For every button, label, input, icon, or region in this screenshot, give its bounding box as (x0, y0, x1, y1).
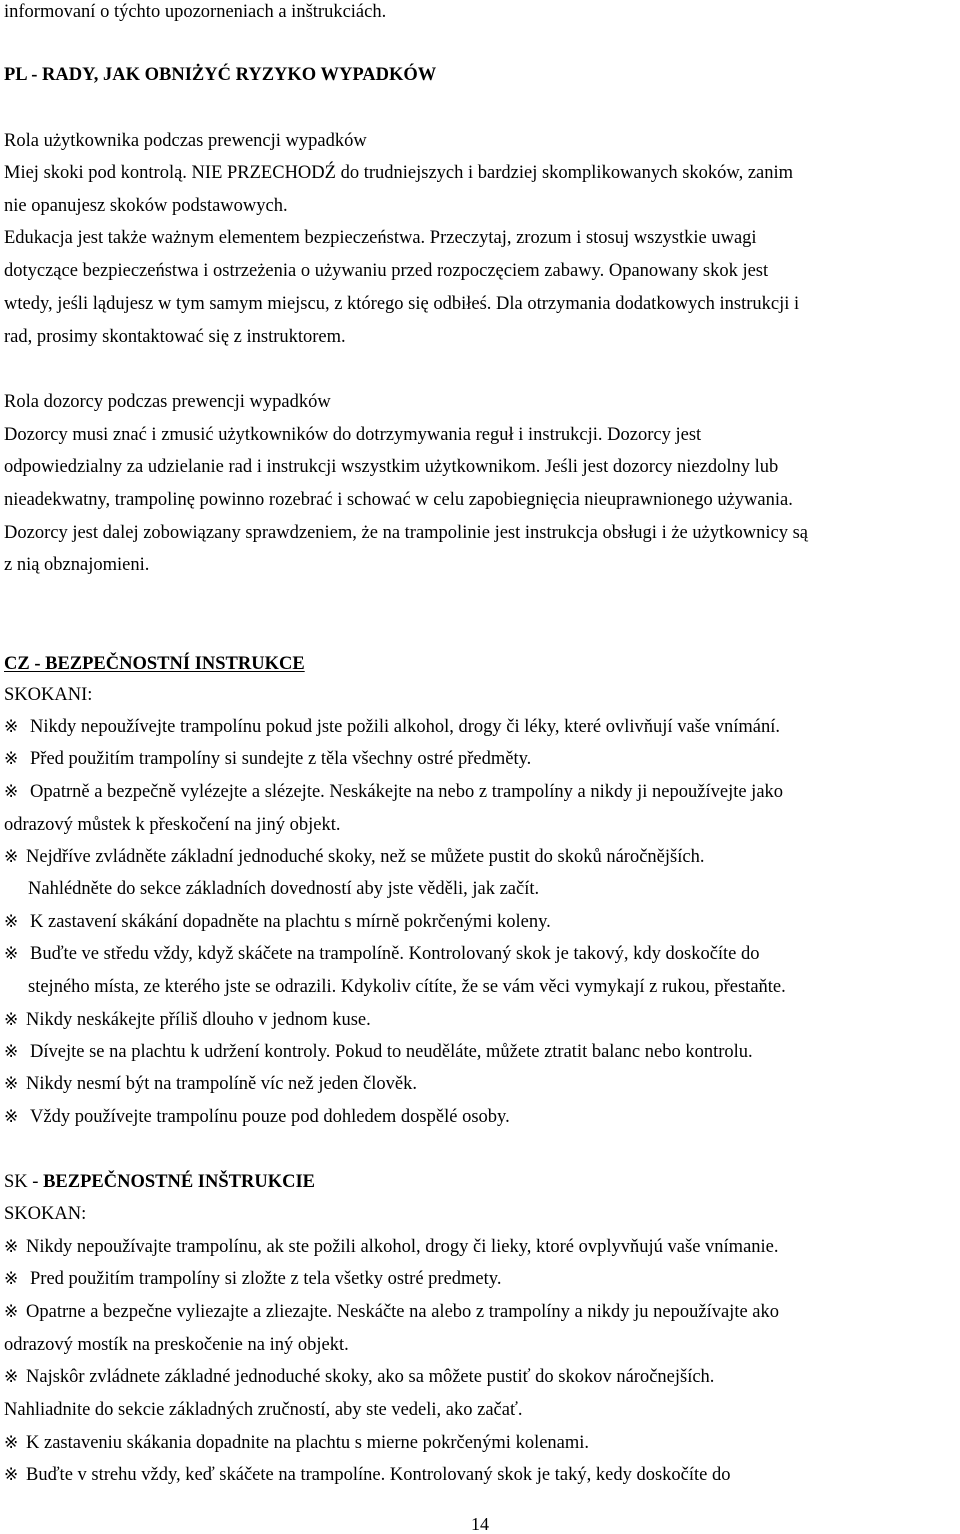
reference-mark-icon: ※ (4, 749, 19, 769)
reference-mark-icon: ※ (4, 912, 19, 932)
list-item: ※ Nikdy nepoužívajte trampolínu, ak ste požili alkohol, drogy či lieky, ktoré ovplyvňujú vaše vnímanie. (4, 1237, 779, 1257)
subheading-supervisor-role: Rola dozorcy podczas prewencji wypadków (4, 392, 331, 412)
text-line: nieadekwatny, trampolinę powinno rozebrać i schować w celu zapobiegnięcia nieuprawnionego używania. (4, 490, 793, 510)
text-line: stejného místa, ze kterého jste se odrazili. Kdykoliv cítíte, že se vám věci vymykají z rukou, přestaňte. (28, 977, 786, 997)
list-item: ※ Najskôr zvládnete základné jednoduché skoky, ako sa môžete pustiť do skokov náročnejších. (4, 1367, 715, 1387)
text-line: Nahlédněte do sekce základních dovedností aby jste věděli, jak začít. (28, 879, 540, 899)
reference-mark-icon: ※ (4, 1367, 19, 1387)
reference-mark-icon: ※ (4, 1433, 19, 1453)
reference-mark-icon: ※ (4, 1269, 19, 1289)
reference-mark-icon: ※ (4, 717, 19, 737)
list-item: ※ Opatrne a bezpečne vyliezajte a zliezajte. Neskáčte na alebo z trampolíny a nikdy ju nepoužívajte ako (4, 1302, 780, 1322)
reference-mark-icon: ※ (4, 1237, 19, 1257)
list-item: ※ Nikdy nepoužívejte trampolínu pokud jste požili alkohol, drogy či léky, které ovlivňují vaše vnímání. (4, 717, 780, 737)
text-line: Nahliadnite do sekcie základných zručností, aby ste vedeli, ako začať. (4, 1400, 523, 1420)
list-item: ※ Nejdříve zvládněte základní jednoduché skoky, než se můžete pustit do skoků náročnějších. (4, 847, 705, 867)
text-line: odrazový můstek k přeskočení na jiný objekt. (4, 815, 341, 835)
list-item: ※ Opatrně a bezpečně vylézejte a slézejte. Neskákejte na nebo z trampolíny a nikdy ji nepoužívejte jako (4, 782, 784, 802)
reference-mark-icon: ※ (4, 944, 19, 964)
list-item: ※ K zastavení skákání dopadněte na plachtu s mírně pokrčenými koleny. (4, 912, 551, 932)
reference-mark-icon: ※ (4, 1042, 19, 1062)
text-line: odrazový mostík na preskočenie na iný objekt. (4, 1335, 349, 1355)
subheading-user-role: Rola użytkownika podczas prewencji wypadków (4, 131, 367, 151)
list-item: ※ Před použitím trampolíny si sundejte z těla všechny ostré předměty. (4, 749, 532, 769)
section-heading-pl: PL - RADY, JAK OBNIŻYĆ RYZYKO WYPADKÓW (4, 65, 437, 85)
list-item: ※ Nikdy neskákejte příliš dlouho v jednom kuse. (4, 1010, 371, 1030)
text-line: rad, prosimy skontaktować się z instruktorem. (4, 327, 346, 347)
list-item: ※ Buďte ve středu vždy, když skáčete na trampolíně. Kontrolovaný skok je takový, kdy doskočíte do (4, 944, 760, 964)
text-line: nie opanujesz skoków podstawowych. (4, 196, 288, 216)
reference-mark-icon: ※ (4, 1074, 19, 1094)
list-item: ※ Nikdy nesmí být na trampolíně víc než jeden člověk. (4, 1074, 417, 1094)
list-item: ※ Buďte v strehu vždy, keď skáčete na trampolíne. Kontrolovaný skok je taký, kedy doskočíte do (4, 1465, 731, 1485)
text-line: Miej skoki pod kontrolą. NIE PRZECHODŹ do trudniejszych i bardziej skomplikowanych skoków, zanim (4, 163, 794, 183)
text-line: wtedy, jeśli lądujesz w tym samym miejscu, z którego się odbiłeś. Dla otrzymania dodatkowych instrukcji i (4, 294, 800, 314)
text-line: dotyczące bezpieczeństwa i ostrzeżenia o używaniu przed rozpoczęciem zabawy. Opanowany skok jest (4, 261, 769, 281)
section-heading-cz: CZ - BEZPEČNOSTNÍ INSTRUKCE (4, 654, 305, 674)
text-line: odpowiedzialny za udzielanie rad i instrukcji wszystkim użytkownikom. Jeśli jest dozorcy niezdolny lub (4, 457, 779, 477)
reference-mark-icon: ※ (4, 1465, 19, 1485)
text-line: Dozorcy jest dalej zobowiązany sprawdzeniem, że na trampolinie jest instrukcja obsługi i że użytkownicy są (4, 523, 808, 543)
subheading-jumper-sk: SKOKAN: (4, 1204, 87, 1224)
reference-mark-icon: ※ (4, 847, 19, 867)
list-item: ※ Pred použitím trampolíny si zložte z tela všetky ostré predmety. (4, 1269, 502, 1289)
text-line: Dozorcy musi znać i zmusić użytkowników do dotrzymywania reguł i instrukcji. Dozorcy jest (4, 425, 702, 445)
text-line: Edukacja jest także ważnym elementem bezpieczeństwa. Przeczytaj, zrozum i stosuj wszystkie uwagi (4, 228, 757, 248)
page-number: 14 (471, 1514, 489, 1534)
reference-mark-icon: ※ (4, 1107, 19, 1127)
section-heading-sk: SK - BEZPEČNOSTNÉ INŠTRUKCIE (4, 1172, 315, 1192)
text-line: z nią obznajomieni. (4, 555, 150, 575)
subheading-jumpers-cz: SKOKANI: (4, 685, 93, 705)
list-item: ※ K zastaveniu skákania dopadnite na plachtu s mierne pokrčenými kolenami. (4, 1433, 590, 1453)
reference-mark-icon: ※ (4, 1010, 19, 1030)
text-line: informovaní o týchto upozorneniach a inštrukciách. (4, 2, 387, 22)
list-item: ※ Dívejte se na plachtu k udržení kontroly. Pokud to neuděláte, můžete ztratit balanc nebo kontrolu. (4, 1042, 753, 1062)
list-item: ※ Vždy používejte trampolínu pouze pod dohledem dospělé osoby. (4, 1107, 510, 1127)
reference-mark-icon: ※ (4, 782, 19, 802)
reference-mark-icon: ※ (4, 1302, 19, 1322)
